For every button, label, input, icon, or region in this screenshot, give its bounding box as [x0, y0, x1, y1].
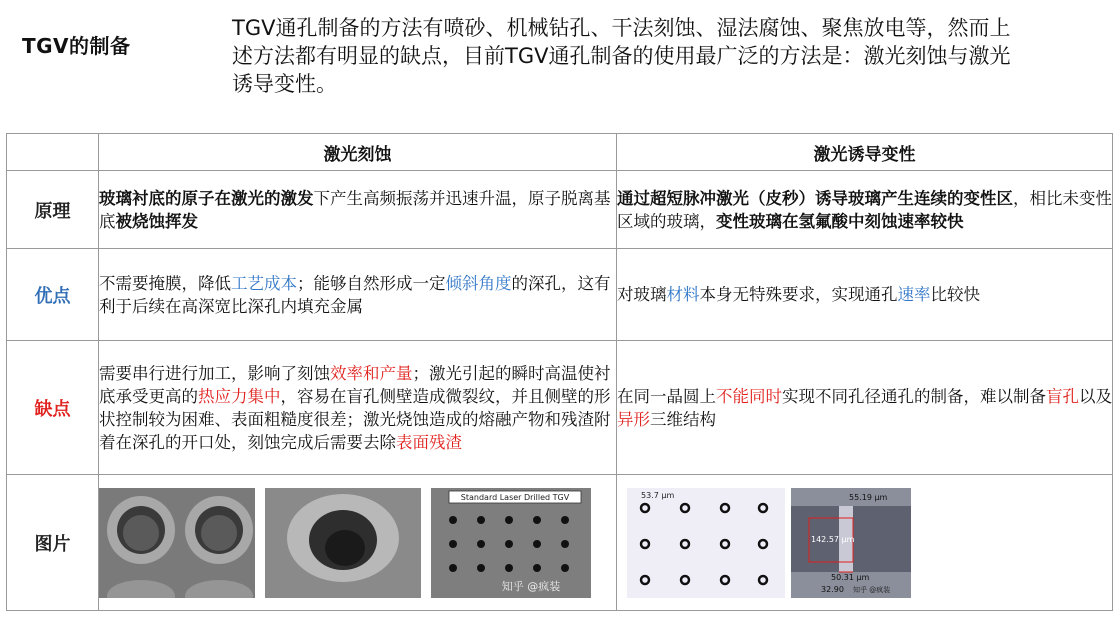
- dis-col2-part6: 异形: [617, 409, 650, 429]
- principle-col1-part2: 下产生高频振荡并迅速升温，原子脱离基底: [99, 188, 611, 231]
- dis-col2-part1: 在同一晶圆上: [617, 386, 716, 406]
- cross-bottom2-label: 32.90: [821, 584, 844, 594]
- adv-col2-part4: 速率: [897, 285, 931, 304]
- principle-col2-part3: 变性玻璃在氢氟酸中刻蚀速率较快: [716, 211, 964, 231]
- sem-single-hole-graphic: [265, 488, 421, 598]
- adv-col1-part1: 不需要掩膜，降低: [99, 273, 231, 293]
- sem-tgv-grid-graphic: [431, 488, 591, 598]
- via-array-image: [627, 488, 785, 598]
- sem-image-standard-tgv: [431, 488, 591, 598]
- adv-col2-part3: 本身无特殊要求，实现通孔: [699, 285, 898, 304]
- cross-bot-label: 50.31 μm: [831, 572, 870, 582]
- dis-col2-part4: 盲孔: [1046, 386, 1079, 406]
- dis-col1-part3: ；激光引起的瞬时高温使衬底承受更高的: [99, 363, 611, 406]
- header-row: [7, 134, 1113, 171]
- dis-col2-part2: 不能同时: [716, 386, 782, 406]
- header-laser-etching: 激光刻蚀: [99, 134, 617, 171]
- dis-col1-part4: 热应力集中: [198, 386, 281, 406]
- row-disadvantage: [7, 341, 1113, 475]
- disadvantage-laser-induced: [617, 341, 1113, 475]
- adv-col1-part5: 的深孔，这有利于后续在高深宽比深孔内填充金属: [99, 273, 611, 316]
- dis-col1-part6: 表面残渣: [396, 432, 462, 452]
- via-cross-section-graphic: [791, 488, 911, 598]
- dis-col2-part7: 三维结构: [650, 409, 716, 429]
- cross-mid-label: 142.57 μm: [811, 534, 855, 544]
- adv-col1-part4: 倾斜角度: [445, 273, 512, 293]
- principle-laser-etching: [99, 171, 617, 249]
- row-principle: [7, 171, 1113, 249]
- header-empty: [7, 134, 99, 171]
- comparison-table: [6, 133, 1113, 611]
- slide-title: TGV的制备: [22, 34, 131, 58]
- row-label-advantage: 优点: [7, 249, 99, 341]
- cross-watermark: 知乎 @疯装: [853, 585, 891, 594]
- adv-col2-part5: 比较快: [930, 285, 980, 304]
- sem-image-single-hole: [265, 488, 421, 598]
- dis-col1-part5: ，容易在盲孔侧壁造成微裂纹，并且侧壁的形状控制较为困难、表面粗糙度很差；激光烧蚀造成的熔融产物和残渣附着在深孔的开口处，刻蚀完成后需要去除: [99, 386, 611, 452]
- sem-image-two-holes: [99, 488, 255, 598]
- images-laser-etching: [99, 475, 617, 611]
- row-label-images: 图片: [7, 475, 99, 611]
- adv-col1-part3: ；能够自然形成一定: [297, 273, 446, 293]
- tgv-caption: Standard Laser Drilled TGV: [460, 492, 570, 502]
- intro-paragraph: TGV通孔制备的方法有喷砂、机械钻孔、干法刻蚀、湿法腐蚀、聚焦放电等，然而上述方法都有明显的缺点，目前TGV通孔制备的使用最广泛的方法是：激光刻蚀与激光诱导变性。: [232, 16, 1011, 96]
- adv-col2-part1: 对玻璃: [617, 285, 667, 304]
- disadvantage-laser-etching: [99, 341, 617, 475]
- advantage-laser-induced: [617, 249, 1113, 341]
- row-advantage: [7, 249, 1113, 341]
- via-cross-section-image: [791, 488, 911, 598]
- header-laser-induced-modification: 激光诱导变性: [617, 134, 1113, 171]
- dis-col2-part3: 实现不同孔径通孔的制备，难以制备: [782, 386, 1046, 406]
- principle-col2-part1: 通过超短脉冲激光（皮秒）诱导玻璃产生连续的变性区: [617, 188, 1013, 208]
- adv-col2-part2: 材料: [666, 285, 700, 304]
- images-laser-induced: [617, 475, 1113, 611]
- principle-col2-part2: ，相比未变性区域的玻璃，: [617, 188, 1112, 231]
- tgv-watermark: 知乎 @疯装: [501, 579, 561, 593]
- principle-col1-part1: 玻璃衬底的原子在激光的激发: [99, 188, 314, 208]
- row-label-principle: 原理: [7, 171, 99, 249]
- row-images: [7, 475, 1113, 611]
- principle-col1-part3: 被烧蚀挥发: [115, 211, 198, 231]
- dis-col2-part5: 以及: [1079, 386, 1112, 406]
- principle-laser-induced: [617, 171, 1113, 249]
- row-label-disadvantage: 缺点: [7, 341, 99, 475]
- dis-col1-part1: 需要串行进行加工，影响了刻蚀: [99, 363, 330, 383]
- adv-col1-part2: 工艺成本: [231, 273, 297, 293]
- sem-holes-graphic: [99, 488, 255, 598]
- via-array-graphic: [627, 488, 785, 598]
- dis-col1-part2: 效率和产量: [330, 363, 413, 383]
- advantage-laser-etching: [99, 249, 617, 341]
- via-size-label: 53.7 μm: [641, 490, 675, 500]
- cross-top-label: 55.19 μm: [849, 492, 888, 502]
